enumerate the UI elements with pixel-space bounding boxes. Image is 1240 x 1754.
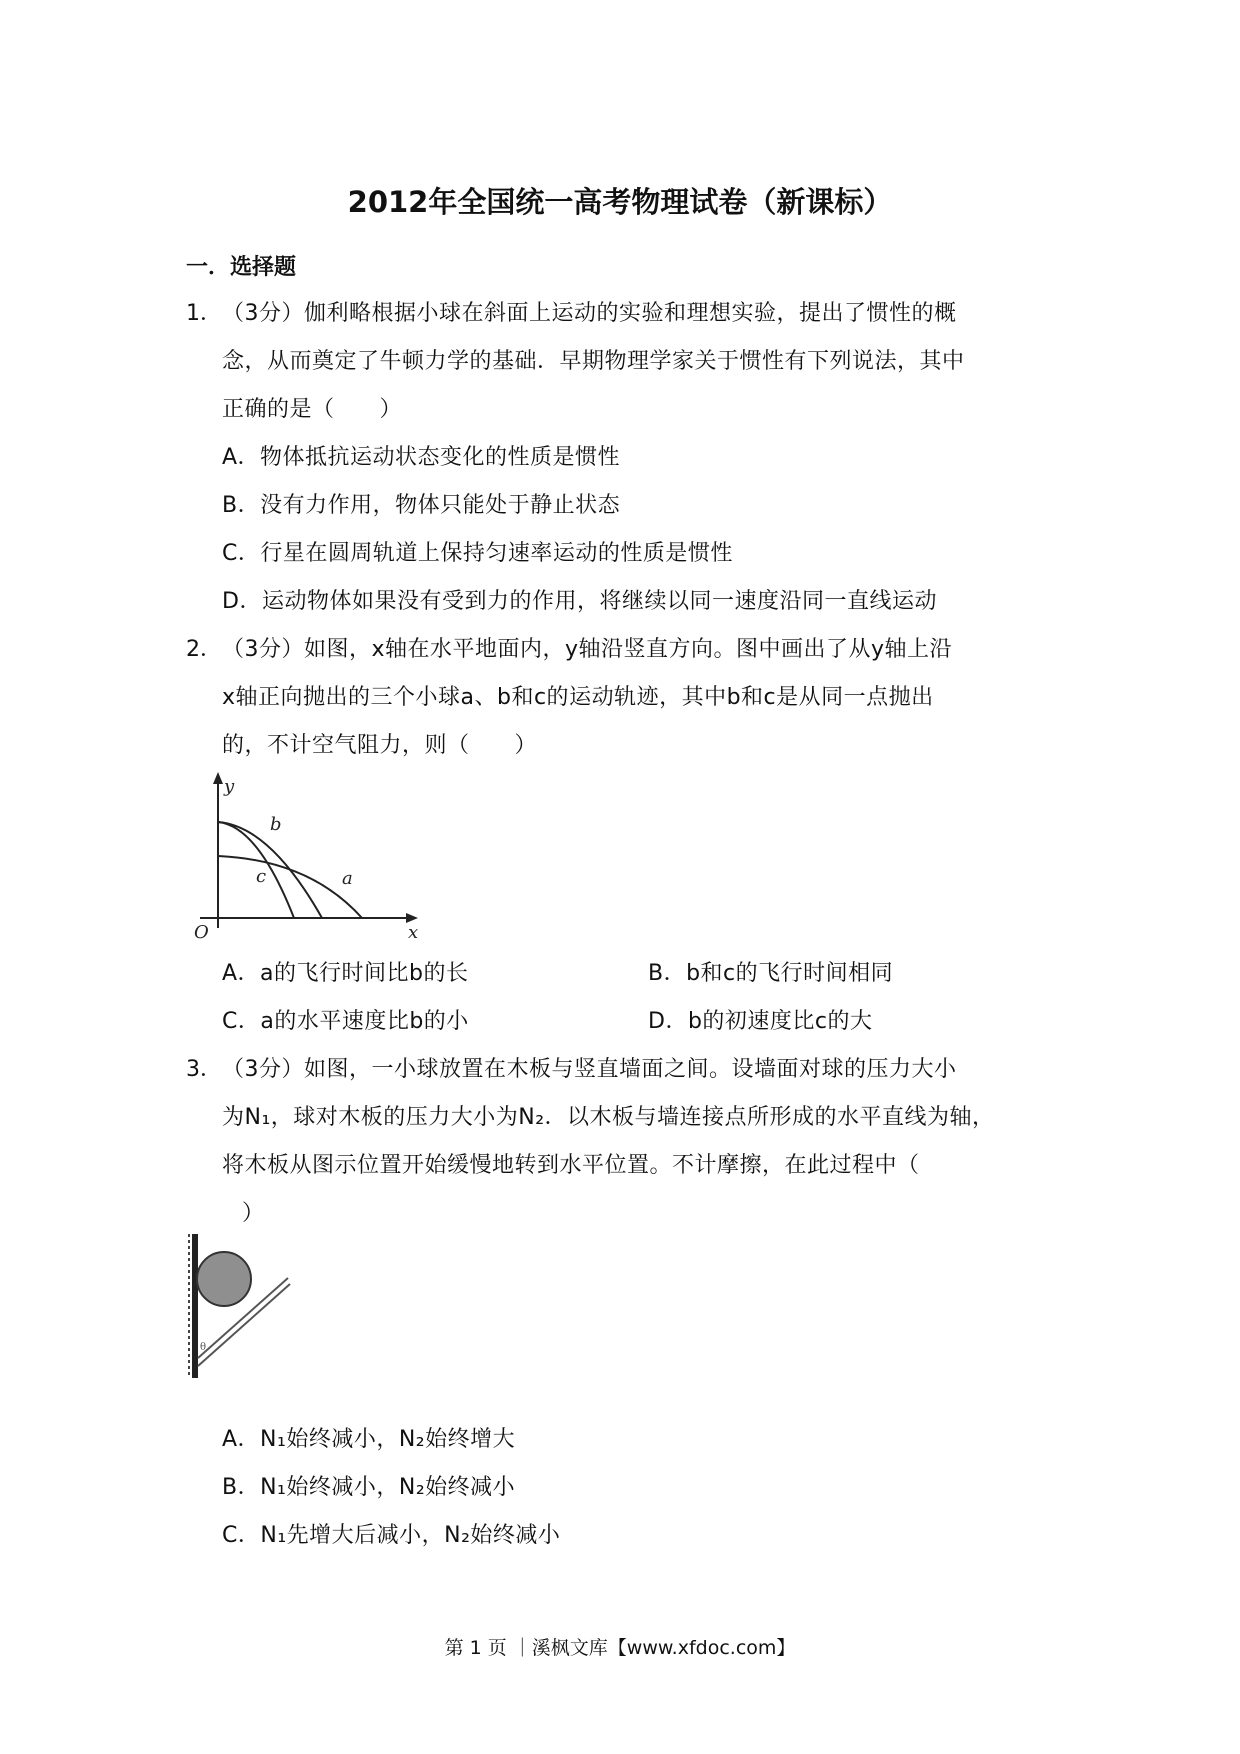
y-axis-arrow — [213, 772, 223, 784]
option-d: D．b的初速度比c的大 — [648, 1009, 873, 1034]
page-title: 2012年全国统一高考物理试卷（新课标） — [347, 185, 893, 219]
option-c: C．行星在圆周轨道上保持匀速率运动的性质是惯性 — [222, 541, 733, 566]
question-text: 为N₁，球对木板的压力大小为N₂．以木板与墙连接点所形成的水平直线为轴， — [222, 1105, 995, 1130]
label-x: x — [408, 922, 419, 940]
question-text: ） — [242, 1201, 265, 1226]
label-c: c — [256, 866, 267, 887]
ball-wall-figure — [186, 1232, 306, 1382]
question-text: 正确的是（ ） — [222, 397, 403, 422]
option-a: A．N₁始终减小，N₂始终增大 — [222, 1427, 516, 1452]
wall — [192, 1234, 198, 1378]
label-b: b — [270, 814, 282, 835]
question-number: 2． — [186, 637, 222, 662]
label-y: y — [224, 776, 235, 797]
question-text: 念，从而奠定了牛顿力学的基础．早期物理学家关于惯性有下列说法，其中 — [222, 349, 965, 374]
option-c: C．N₁先增大后减小，N₂始终减小 — [222, 1523, 561, 1548]
trajectory-b — [218, 822, 322, 918]
question-text: 的，不计空气阻力，则（ ） — [222, 733, 538, 758]
option-b: B．N₁始终减小，N₂始终减小 — [222, 1475, 516, 1500]
option-d: D．运动物体如果没有受到力的作用，将继续以同一速度沿同一直线运动 — [222, 589, 937, 614]
option-b: B．b和c的飞行时间相同 — [648, 961, 894, 986]
ball — [197, 1252, 251, 1306]
angle-mark: θ — [200, 1342, 207, 1353]
label-o: O — [194, 922, 209, 940]
question-number: 3． — [186, 1057, 222, 1082]
option-a: A．物体抵抗运动状态变化的性质是惯性 — [222, 445, 621, 470]
question-text: （3分）如图，一小球放置在木板与竖直墙面之间。设墙面对球的压力大小 — [222, 1057, 957, 1082]
trajectory-figure — [190, 770, 430, 940]
section-heading: 一．选择题 — [186, 255, 297, 280]
page-footer: 第 1 页 ｜溪枫文库【www.xfdoc.com】 — [444, 1637, 796, 1659]
option-a: A．a的飞行时间比b的长 — [222, 961, 469, 986]
label-a: a — [342, 868, 353, 889]
question-text: （3分）伽利略根据小球在斜面上运动的实验和理想实验，提出了惯性的概 — [222, 301, 957, 326]
question-text: （3分）如图，x轴在水平地面内，y轴沿竖直方向。图中画出了从y轴上沿 — [222, 637, 953, 662]
option-b: B．没有力作用，物体只能处于静止状态 — [222, 493, 621, 518]
question-text: 将木板从图示位置开始缓慢地转到水平位置。不计摩擦，在此过程中（ — [222, 1153, 920, 1178]
question-number: 1． — [186, 301, 222, 326]
question-text: x轴正向抛出的三个小球a、b和c的运动轨迹，其中b和c是从同一点抛出 — [222, 685, 934, 710]
option-c: C．a的水平速度比b的小 — [222, 1009, 469, 1034]
